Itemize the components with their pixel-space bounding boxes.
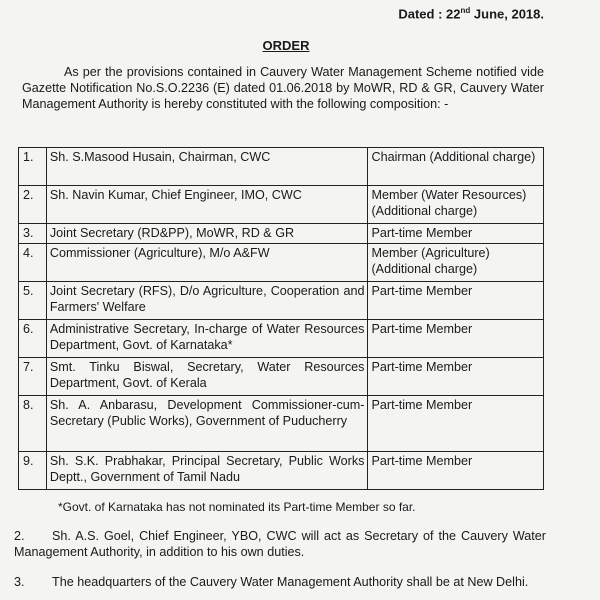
member-serial: 9.	[19, 452, 47, 490]
table-row	[19, 396, 544, 452]
member-serial: 7.	[19, 358, 47, 396]
composition-table	[18, 147, 544, 490]
member-role: Part-time Member	[368, 452, 544, 490]
member-role: Member (Water Resources) (Additional charge)	[368, 186, 544, 224]
footnote: *Govt. of Karnataka has not nominated its Part-time Member so far.	[58, 500, 416, 514]
member-serial: 6.	[19, 320, 47, 358]
table-row	[19, 282, 544, 320]
member-name: Administrative Secretary, In-charge of Water Resources Department, Govt. of Karnataka*	[46, 320, 368, 358]
table-row	[19, 148, 544, 186]
table-row	[19, 320, 544, 358]
member-role: Part-time Member	[368, 320, 544, 358]
table-row	[19, 244, 544, 282]
member-role: Part-time Member	[368, 224, 544, 244]
table-row	[19, 358, 544, 396]
member-role: Part-time Member	[368, 396, 544, 452]
member-name: Sh. Navin Kumar, Chief Engineer, IMO, CWC	[46, 186, 368, 224]
intro-paragraph: As per the provisions contained in Cauvery Water Management Scheme notified vide Gazette Notification No.S.O.2236 (E) dated 01.06.2018 by MoWR, RD & GR, Cauvery Water Management Authority is hereby constituted with the following composition: -	[22, 65, 544, 111]
member-name: Smt. Tinku Biswal, Secretary, Water Resources Department, Govt. of Kerala	[46, 358, 368, 396]
paragraph-3: 3. The headquarters of the Cauvery Water Management Authority shall be at New Delhi.	[14, 575, 529, 589]
date-line: Dated : 22nd June, 2018.	[398, 6, 544, 22]
member-name: Sh. A. Anbarasu, Development Commissioner-cum-Secretary (Public Works), Government of Puducherry	[46, 396, 368, 452]
paragraph-2: 2. Sh. A.S. Goel, Chief Engineer, YBO, CWC will act as Secretary of the Cauvery Water Management Authority, in addition to his own duties.	[14, 529, 546, 559]
member-role: Chairman (Additional charge)	[368, 148, 544, 186]
member-serial: 4.	[19, 244, 47, 282]
member-name: Joint Secretary (RD&PP), MoWR, RD & GR	[46, 224, 368, 244]
member-name: Sh. S.Masood Husain, Chairman, CWC	[46, 148, 368, 186]
member-role: Member (Agriculture) (Additional charge)	[368, 244, 544, 282]
member-name: Commissioner (Agriculture), M/o A&FW	[46, 244, 368, 282]
member-serial: 2.	[19, 186, 47, 224]
member-role: Part-time Member	[368, 358, 544, 396]
member-role: Part-time Member	[368, 282, 544, 320]
member-serial: 5.	[19, 282, 47, 320]
member-serial: 3.	[19, 224, 47, 244]
table-row	[19, 186, 544, 224]
member-name: Sh. S.K. Prabhakar, Principal Secretary, Public Works Deptt., Government of Tamil Nadu	[46, 452, 368, 490]
member-serial: 1.	[19, 148, 47, 186]
member-name: Joint Secretary (RFS), D/o Agriculture, Cooperation and Farmers' Welfare	[46, 282, 368, 320]
member-serial: 8.	[19, 396, 47, 452]
table-row	[19, 452, 544, 490]
table-row	[19, 224, 544, 244]
page-title: ORDER	[262, 38, 310, 53]
